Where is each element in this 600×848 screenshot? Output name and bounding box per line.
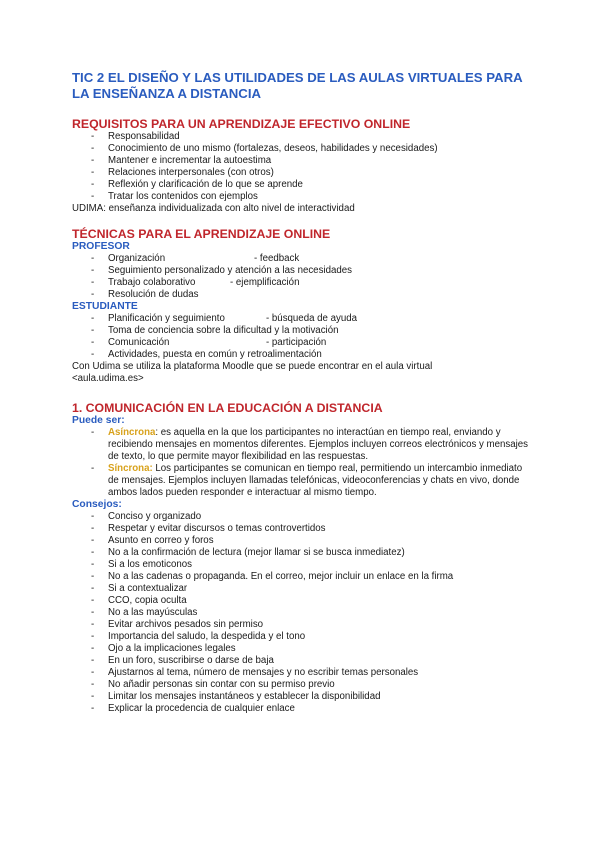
list-item: - Responsabilidad <box>72 131 532 143</box>
list-item: - No añadir personas sin contar con su permiso previo <box>72 679 532 691</box>
udima-note: UDIMA: enseñanza individualizada con alto nivel de interactividad <box>72 203 355 214</box>
list-profesor <box>72 253 532 301</box>
item-text: Trabajo colaborativo <box>108 277 196 288</box>
item-extra: - ejemplificación <box>230 277 300 288</box>
list-item: - No a las cadenas o propaganda. En el correo, mejor incluir un enlace en la firma <box>72 571 532 583</box>
subheading-estudiante: ESTUDIANTE <box>72 301 138 312</box>
list-item: - Si a contextualizar <box>72 583 532 595</box>
list-item: - Conciso y organizado <box>72 511 532 523</box>
list-estudiante <box>72 313 532 361</box>
list-item: - Relaciones interpersonales (con otros) <box>72 167 532 179</box>
document-title: TIC 2 EL DISEÑO Y LAS UTILIDADES DE LAS AULAS VIRTUALES PARA LA ENSEÑANZA A DISTANCIA <box>72 70 523 101</box>
item-text: Planificación y seguimiento <box>108 313 225 324</box>
list-item: - Mantener e incrementar la autoestima <box>72 155 532 167</box>
heading-requisitos: REQUISITOS PARA UN APRENDIZAJE EFECTIVO ONLINE <box>72 117 411 131</box>
item-text: Organización <box>108 253 166 264</box>
list-tipos <box>72 427 532 499</box>
list-item <box>72 463 532 499</box>
heading-comunicacion: 1. COMUNICACIÓN EN LA EDUCACIÓN A DISTANCIA <box>72 401 383 415</box>
subheading-consejos: Consejos: <box>72 499 122 510</box>
list-item: - Si a los emoticonos <box>72 559 532 571</box>
list-item <box>72 265 532 277</box>
list-item: - Reflexión y clarificación de lo que se aprende <box>72 179 532 191</box>
list-item <box>72 325 532 337</box>
section-requisitos <box>72 117 532 215</box>
list-item: - Explicar la procedencia de cualquier enlace <box>72 703 532 715</box>
list-item: - En un foro, suscribirse o darse de baja <box>72 655 532 667</box>
list-item <box>72 277 532 289</box>
section-tecnicas <box>72 227 532 385</box>
list-item: - Importancia del saludo, la despedida y el tono <box>72 631 532 643</box>
list-item <box>72 253 532 265</box>
list-item <box>72 427 532 463</box>
list-item <box>72 337 532 349</box>
list-requisitos <box>72 131 532 203</box>
moodle-note: Con Udima se utiliza la plataforma Moodle que se puede encontrar en el aula virtual <aula.udima.es> <box>72 361 433 384</box>
list-item <box>72 289 532 301</box>
subheading-puede-ser: Puede ser: <box>72 415 125 426</box>
item-extra: - feedback <box>254 253 300 264</box>
list-item: - No a la confirmación de lectura (mejor llamar si se busca inmediatez) <box>72 547 532 559</box>
list-item: - Ajustarnos al tema, número de mensajes y no escribir temas personales <box>72 667 532 679</box>
list-item <box>72 313 532 325</box>
list-item: - Evitar archivos pesados sin permiso <box>72 619 532 631</box>
term-definition: Los participantes se comunican en tiempo real, permitiendo un intercambio inmediato de mensajes. Ejemplos incluyen llamadas telefónicas, videoconferencias y chats en vivo, donde ambos lados pueden responder e interactuar al mismo tiempo. <box>108 463 523 498</box>
item-text: Actividades, puesta en común y retroalimentación <box>108 349 322 360</box>
term-sincrona: Síncrona: <box>108 463 153 474</box>
list-item: - Limitar los mensajes instantáneos y establecer la disponibilidad <box>72 691 532 703</box>
list-item: - No a las mayúsculas <box>72 607 532 619</box>
section-comunicacion <box>72 401 532 715</box>
list-item: - Respetar y evitar discursos o temas controvertidos <box>72 523 532 535</box>
list-item: - Conocimiento de uno mismo (fortalezas, deseos, habilidades y necesidades) <box>72 143 532 155</box>
item-extra: - búsqueda de ayuda <box>266 313 358 324</box>
term-asincrona: Asíncrona <box>108 427 156 438</box>
item-extra: - participación <box>266 337 327 348</box>
item-text: Resolución de dudas <box>108 289 199 300</box>
term-definition: : es aquella en la que los participantes no interactúan en tiempo real, enviando y recibiendo mensajes en momentos diferentes. Ejemplos incluyen correos electrónicos y mensajes de texto, lo que permite mayor flexibilidad en las respuestas. <box>108 427 528 462</box>
item-text: Comunicación <box>108 337 170 348</box>
subheading-profesor: PROFESOR <box>72 241 130 252</box>
list-item: - CCO, copia oculta <box>72 595 532 607</box>
item-text: Toma de conciencia sobre la dificultad y la motivación <box>108 325 339 336</box>
heading-tecnicas: TÉCNICAS PARA EL APRENDIZAJE ONLINE <box>72 227 331 241</box>
item-text: Seguimiento personalizado y atención a las necesidades <box>108 265 352 276</box>
list-item: - Tratar los contenidos con ejemplos <box>72 191 532 203</box>
list-item <box>72 349 532 361</box>
document-page <box>72 70 532 715</box>
list-item: - Ojo a la implicaciones legales <box>72 643 532 655</box>
list-consejos <box>72 511 532 715</box>
list-item: - Asunto en correo y foros <box>72 535 532 547</box>
